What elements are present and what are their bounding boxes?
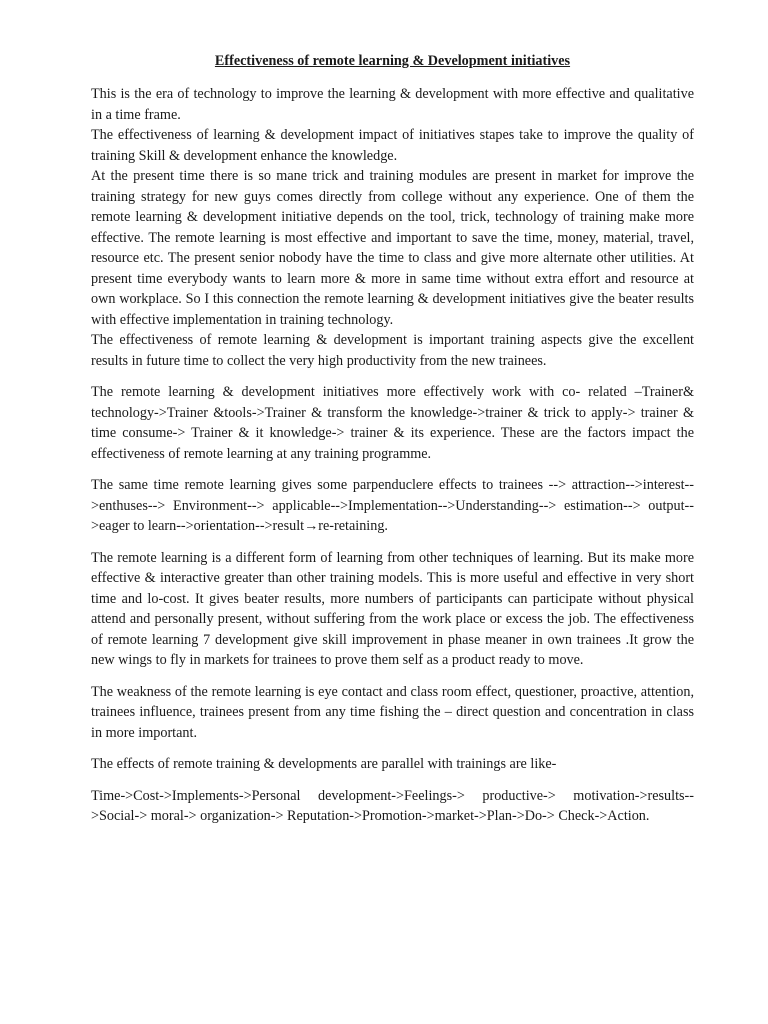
intro-section	[91, 84, 694, 371]
document-page	[91, 52, 694, 827]
paragraph-era: This is the era of technology to improve the learning & development with more effective and qualitative in a time frame.	[91, 86, 694, 123]
paragraph-impact: The effectiveness of learning & development impact of initiatives stapes take to improve the quality of training Skill & development enhance the knowledge.	[91, 127, 694, 164]
paragraph-productivity: The effectiveness of remote learning & development is important training aspects give the excellent results in future time to collect the very high productivity from the new trainees.	[91, 332, 694, 369]
paragraph-present-time: At the present time there is so mane trick and training modules are present in market for improve the training strategy for new guys comes directly from college without any experience. One of them the remote learning & development initiative depends on the tool, trick, technology of training make more effective. The remote learning is most effective and important to save the time, money, material, travel, resource etc. The present senior nobody have the time to class and give more alternate other utilities. At present time everybody wants to learn more & more in same time without extra effort and resource at own workplace. So I this connection the remote learning & development initiatives give the beater results with effective implementation in training technology.	[91, 168, 694, 328]
paragraph-effects: The same time remote learning gives some parpenduclere effects to trainees --> attraction-->interest-->enthuses--> Environment--> applicable-->Implementation-->Understanding--> estimation--> output-->eager to learn-->orientation-->result→re-retaining.	[91, 477, 694, 534]
paragraph-factors: The remote learning & development initiatives more effectively work with co- related –Trainer& technology->Trainer &tools->Trainer & transform the knowledge->trainer & trick to apply-> trainer & time consume-> Trainer & it knowledge-> trainer & its experience. These are the factors impact the effectiveness of remote learning at any training programme.	[91, 384, 694, 462]
paragraph-chain: Time->Cost->Implements->Personal development->Feelings-> productive-> motivation->results-->Social-> moral-> organization-> Reputation->Promotion->market->Plan->Do-> Check->Action.	[91, 787, 694, 824]
paragraph-weakness: The weakness of the remote learning is eye contact and class room effect, questioner, proactive, attention, trainees influence, trainees present from any time fishing the – direct question and concentration in class in more important.	[91, 683, 694, 741]
document-title: Effectiveness of remote learning & Development initiatives	[214, 53, 571, 69]
paragraph-parallel: The effects of remote training & developments are parallel with trainings are like-	[91, 756, 557, 772]
paragraph-different-form: The remote learning is a different form of learning from other techniques of learning. But its make more effective & interactive greater than other training models. This is more useful and effective in very short time and lo-cost. It gives beater results, more numbers of participants can participate without physical attend and personally present, without suffering from the work place or excess the job. The effectiveness of remote learning 7 development give skill improvement in phase meaner in own trainees .It grow the new wings to fly in markets for trainees to prove them self as a product ready to move.	[91, 549, 694, 668]
